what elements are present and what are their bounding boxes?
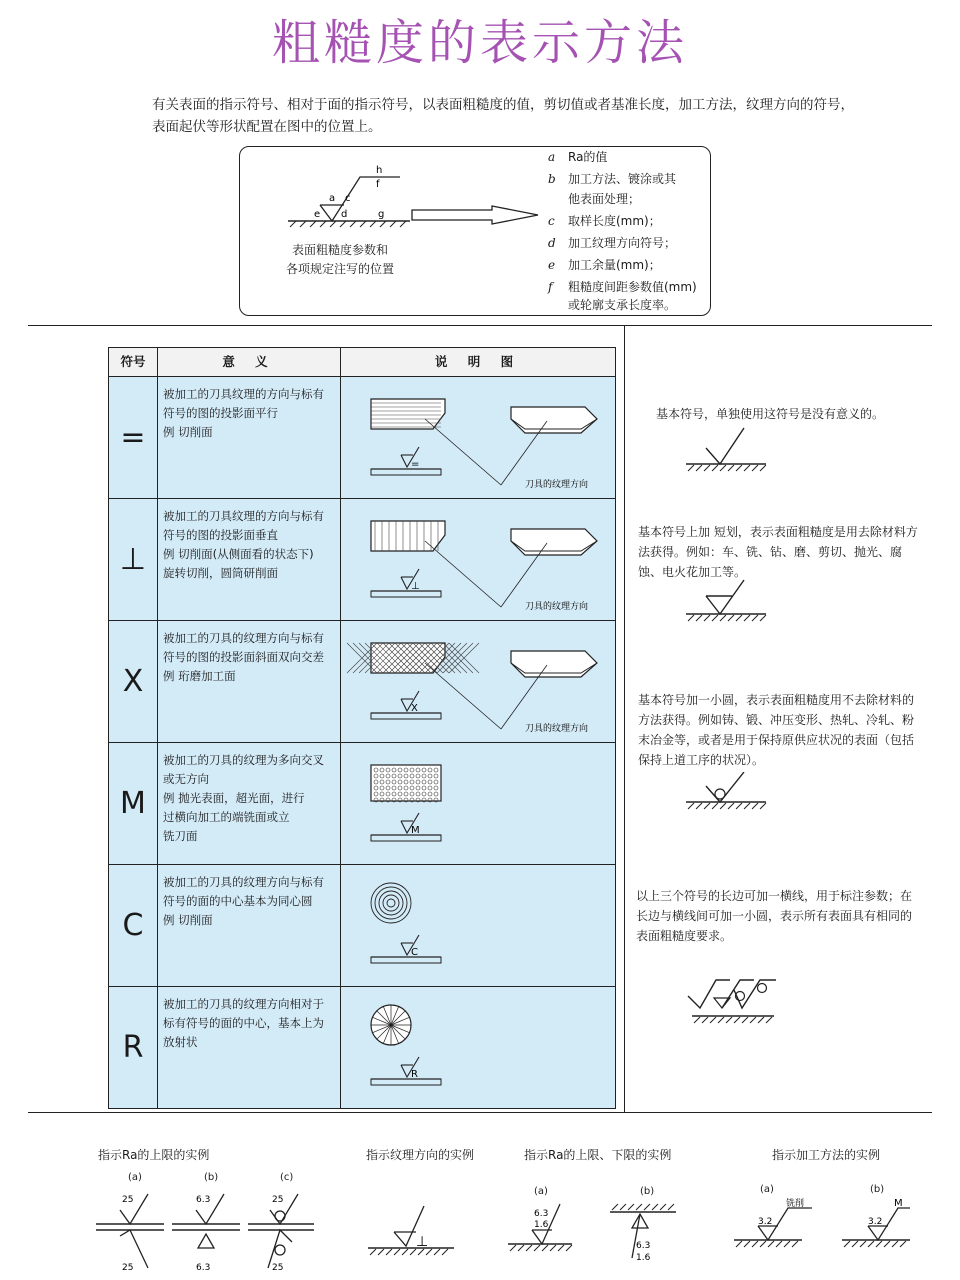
- texture-meaning: 被加工的刀具的纹理方向与标有 符号的面的中心基本为同心圆 例 切削面: [163, 875, 324, 927]
- method-label: 铣削: [786, 1199, 805, 1209]
- texture-meaning: 被加工的刀具的纹理为多向交叉 或无方向 例 抛光表面，超光面，进行 过横向加工的端铣面或立 铣刀面: [163, 753, 324, 843]
- table-row: [109, 864, 615, 986]
- texture-mark: ⊥: [411, 581, 420, 592]
- explanation-diagram: [341, 377, 615, 498]
- header-diagram: 说 明 图: [341, 348, 615, 376]
- pos-letter-d: d: [341, 209, 348, 220]
- example-title-texture: 指示纹理方向的实例: [366, 1148, 475, 1162]
- example-title-method: 指示加工方法的实例: [772, 1148, 881, 1162]
- table-row: [109, 498, 615, 620]
- explanation-diagram: [341, 499, 615, 620]
- intro-paragraph: 有关表面的指示符号、相对于面的指示符号，以表面粗糙度的值，剪切值或者基准长度，加工方法，纹理方向的符号，表面起伏等形状配置在图中的位置上。: [152, 97, 854, 135]
- texture-meaning: 被加工的刀具纹理的方向与标有 符号的图的投影面垂直 例 切削面(从侧面看的状态下) 旋转切削，圆筒研削面: [163, 509, 324, 580]
- note-basic: 基本符号，单独使用这符号是没有意义的。: [656, 407, 885, 421]
- texture-mark: ⊥: [416, 1234, 429, 1250]
- texture-symbol: =: [120, 420, 146, 455]
- no-removal-symbol-icon: [684, 772, 774, 818]
- ra-value: 25: [122, 1263, 134, 1273]
- basic-symbol-icon: [684, 426, 774, 472]
- legend-item: 他表面处理；: [568, 192, 641, 206]
- ra-value: 6.3: [196, 1263, 211, 1273]
- arrow-icon: [410, 205, 540, 225]
- table-row: [109, 376, 615, 498]
- position-caption: 表面粗糙度参数和 各项规定注写的位置: [285, 243, 394, 276]
- explanation-diagram: [341, 865, 615, 986]
- ra-value: 25: [272, 1263, 284, 1273]
- legend-item: 或轮廓支承长度率。: [568, 298, 677, 312]
- legend-item: d 加工纹理方向符号；: [548, 236, 677, 250]
- example-label: (b): [870, 1184, 885, 1195]
- pos-letter-c: c: [345, 193, 351, 204]
- ra-upper-value: 6.3: [636, 1241, 651, 1251]
- texture-mark: =: [411, 459, 420, 470]
- example-label: (a): [534, 1186, 548, 1197]
- table-row: [109, 986, 615, 1108]
- example-label: (c): [280, 1172, 294, 1183]
- divider: [28, 1112, 932, 1113]
- page-title: 粗糙度的表示方法: [271, 15, 688, 71]
- texture-mark: X: [411, 703, 418, 714]
- tool-direction-label: 刀具的纹理方向: [525, 480, 589, 490]
- ra-value: 25: [122, 1195, 134, 1205]
- combined-symbols-icon: [684, 970, 784, 1026]
- ra-lower-value: 1.6: [636, 1253, 651, 1263]
- divider: [624, 325, 625, 1112]
- texture-symbol: M: [120, 786, 146, 821]
- ra-value: 3.2: [868, 1217, 883, 1227]
- texture-symbol: C: [122, 908, 144, 943]
- note-combined: 以上三个符号的长边可加一横线，用于标注参数；在长边与横线间可加一小圆，表示所有表面具有相同的表面粗糙度要求。: [636, 889, 913, 943]
- tool-direction-label: 刀具的纹理方向: [525, 724, 589, 734]
- texture-mark: R: [411, 1069, 418, 1080]
- tool-direction-label: 刀具的纹理方向: [525, 602, 589, 612]
- example-label: (b): [640, 1186, 655, 1197]
- explanation-diagram: [341, 987, 615, 1108]
- position-diagram-box: [239, 146, 711, 316]
- texture-symbol: R: [122, 1030, 144, 1065]
- example-title-ra-limits: 指示Ra的上限、下限的实例: [524, 1148, 672, 1162]
- divider: [28, 325, 932, 326]
- texture-mark: C: [411, 947, 418, 958]
- example-label: (a): [760, 1184, 774, 1195]
- pos-letter-g: g: [378, 209, 385, 220]
- ra-value: 25: [272, 1195, 284, 1205]
- explanation-diagram: [341, 743, 615, 864]
- pos-letter-a: a: [329, 193, 336, 204]
- legend-item: c 取样长度(mm)；: [548, 214, 661, 228]
- ra-upper-examples: [92, 1190, 322, 1274]
- note-remove-material: 基本符号上加 短划，表示表面粗糙度是用去除材料方法获得。例如：车、铣、钻、磨、剪切、抛光、腐蚀、电火花加工等。: [638, 525, 918, 579]
- ra-limits-examples: [504, 1200, 684, 1272]
- legend-item: a Ra的值: [548, 150, 608, 164]
- texture-symbol-table: [108, 347, 616, 1109]
- texture-direction-example: [364, 1202, 460, 1262]
- explanation-diagram: [341, 621, 615, 742]
- texture-meaning: 被加工的刀具的纹理方向相对于 标有符号的面的中心，基本上为 放射状: [163, 997, 324, 1049]
- header-symbol: 符号: [109, 348, 157, 376]
- example-label: (a): [128, 1172, 142, 1183]
- machining-method-examples: [730, 1196, 930, 1266]
- texture-meaning: 被加工的刀具的纹理方向与标有 符号的图的投影面斜面双向交差 例 珩磨加工面: [163, 631, 324, 683]
- texture-meaning: 被加工的刀具纹理的方向与标有 符号的图的投影面平行 例 切削面: [163, 387, 324, 439]
- table-row: [109, 742, 615, 864]
- legend-item: b 加工方法、镀涂或其: [548, 172, 677, 186]
- removal-symbol-icon: [684, 578, 774, 624]
- legend-item: e 加工余量(mm)；: [548, 258, 661, 272]
- ra-upper-value: 6.3: [534, 1209, 549, 1219]
- texture-symbol: X: [122, 664, 144, 699]
- pos-letter-e: e: [314, 209, 321, 220]
- note-no-remove: 基本符号加一小圆，表示表面粗糙度用不去除材料的方法获得。例如铸、锻、冲压变形、热轧、冷轧、粉末冶金等，或者是用于保持原供应状况的表面（包括保持上道工序的状况）。: [638, 693, 915, 767]
- example-label: (b): [204, 1172, 219, 1183]
- pos-letter-f: f: [376, 179, 380, 190]
- texture-mark: M: [411, 825, 420, 836]
- example-title-ra-upper: 指示Ra的上限的实例: [98, 1148, 210, 1162]
- texture-symbol: ⊥: [119, 542, 147, 577]
- ra-value: 3.2: [758, 1217, 773, 1227]
- table-row: [109, 620, 615, 742]
- pos-letter-h: h: [376, 165, 383, 176]
- ra-value: 6.3: [196, 1195, 211, 1205]
- header-meaning: 意 义: [158, 348, 340, 376]
- method-label: M: [894, 1198, 903, 1209]
- ra-lower-value: 1.6: [534, 1220, 549, 1230]
- legend-item: f 粗糙度间距参数值(mm): [548, 280, 697, 294]
